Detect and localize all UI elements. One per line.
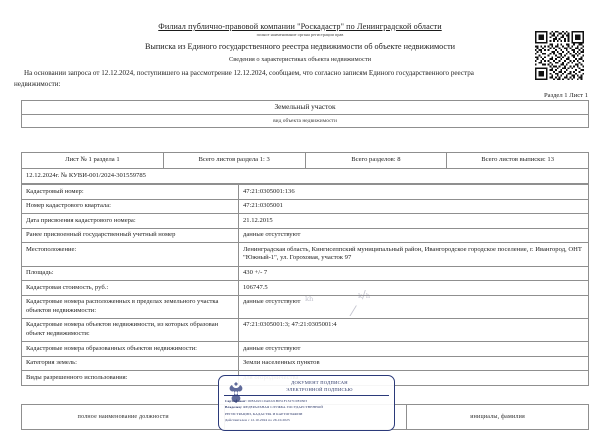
row-label: Ранее присвоенный государственный учетный номер bbox=[22, 228, 239, 243]
row-label: Виды разрешенного использования: bbox=[22, 371, 239, 386]
stamp-details bbox=[225, 398, 390, 424]
object-type-value: Земельный участок bbox=[22, 101, 589, 115]
document-title: Выписка из Единого государственного реестра недвижимости об объекте недвижимости bbox=[144, 42, 456, 51]
characteristics-table bbox=[21, 184, 589, 386]
table-row bbox=[22, 356, 589, 371]
row-value: 21.12.2015 bbox=[239, 214, 589, 229]
organization-name: Филиал публично-правовой компании "Роскадастр" по Ленинградской области bbox=[158, 22, 442, 31]
table-row bbox=[22, 228, 589, 243]
row-value: Ленинградская область, Кингисеппский муниципальный район, Ивангородское городское поселение, г. Ивангород, ОНТ "Южный-1", ул. Гороховая, участок 97 bbox=[239, 243, 589, 266]
handwriting-mark: ⁄ bbox=[352, 304, 355, 320]
table-row bbox=[22, 114, 589, 128]
table-row bbox=[22, 214, 589, 229]
row-value: данные отсутствуют bbox=[239, 228, 589, 243]
section-sheet-label: Раздел 1 Лист 1 bbox=[544, 92, 588, 99]
object-type-table bbox=[21, 100, 589, 128]
row-value: данные отсутствуют bbox=[239, 295, 589, 318]
row-value: данные отсутствуют bbox=[239, 342, 589, 357]
name-caption: инициалы, фамилия bbox=[407, 405, 589, 430]
qr-code-icon bbox=[533, 29, 586, 82]
sheet-number-cell: Лист № 1 раздела 1 bbox=[22, 153, 164, 169]
row-value: Земли населенных пунктов bbox=[239, 356, 589, 371]
handwriting-mark: ₖ/ₕ bbox=[358, 288, 371, 301]
position-caption: полное наименование должности bbox=[22, 405, 225, 430]
row-label: Площадь: bbox=[22, 266, 239, 281]
row-value: 47:21:0305001 bbox=[239, 199, 589, 214]
stamp-text-block bbox=[249, 379, 390, 393]
row-value: 47:21:0305001:3; 47:21:0305001:4 bbox=[239, 318, 589, 341]
owner-label: Владелец: bbox=[225, 405, 242, 410]
row-label: Номер кадастрового квартала: bbox=[22, 199, 239, 214]
owner-line-2: РЕГИСТРАЦИИ, КАДАСТРА И КАРТОГРАФИИ bbox=[225, 411, 303, 416]
row-label: Дата присвоения кадастрового номера: bbox=[22, 214, 239, 229]
row-label: Кадастровые номера объектов недвижимости, из которых образован объект недвижимости: bbox=[22, 318, 239, 341]
row-value: 47:21:0305001:136 bbox=[239, 185, 589, 200]
handwriting-mark: ₖₕ bbox=[305, 291, 314, 304]
row-label: Местоположение: bbox=[22, 243, 239, 266]
row-label: Кадастровый номер: bbox=[22, 185, 239, 200]
total-sheets-extract-cell: Всего листов выписки: 13 bbox=[447, 153, 589, 169]
table-row bbox=[22, 243, 589, 266]
table-row bbox=[22, 266, 589, 281]
table-row bbox=[22, 342, 589, 357]
table-row bbox=[22, 101, 589, 115]
object-type-note: вид объекта недвижимости bbox=[22, 114, 589, 128]
stamp-title-line1: ДОКУМЕНТ ПОДПИСАН bbox=[291, 380, 348, 385]
table-row bbox=[22, 185, 589, 200]
intro-paragraph bbox=[14, 68, 522, 89]
organization-name-note: полное наименование органа регистрации прав bbox=[256, 32, 344, 37]
sheet-info-table bbox=[21, 152, 589, 184]
total-sheets-section-cell: Всего листов раздела 1: 3 bbox=[163, 153, 305, 169]
stamp-title-line2: ЭЛЕКТРОННОЙ ПОДПИСЬЮ bbox=[286, 387, 353, 392]
intro-line-2: недвижимости: bbox=[14, 79, 61, 88]
document-header bbox=[0, 22, 600, 53]
row-label: Кадастровая стоимость, руб.: bbox=[22, 281, 239, 296]
section-caption: Сведения о характеристиках объекта недвижимости bbox=[228, 56, 372, 63]
row-label: Кадастровые номера расположенных в пределах земельного участка объектов недвижимости: bbox=[22, 295, 239, 318]
row-value: 106747.5 bbox=[239, 281, 589, 296]
table-row bbox=[22, 318, 589, 341]
intro-line-1: На основании запроса от 12.12.2024, поступившего на рассмотрение 12.12.2024, сообщаем, что согласно записям Единого государственного реестра bbox=[24, 69, 474, 77]
row-label: Категория земель: bbox=[22, 356, 239, 371]
stamp-divider bbox=[224, 395, 389, 396]
owner-value: ФЕДЕРАЛЬНАЯ СЛУЖБА ГОСУДАРСТВЕННОЙ bbox=[242, 405, 323, 410]
total-sections-cell: Всего разделов: 8 bbox=[305, 153, 447, 169]
row-label: Кадастровые номера образованных объектов недвижимости: bbox=[22, 342, 239, 357]
table-row bbox=[22, 153, 589, 169]
validity-line: Действителен с 12.10.2024 по 26.10.2025 bbox=[225, 418, 290, 423]
table-row bbox=[22, 168, 589, 184]
certificate-label: Сертификат: bbox=[225, 399, 247, 403]
date-and-number-cell: 12.12.2024г. № КУВИ-001/2024-301559785 bbox=[22, 168, 589, 184]
electronic-signature-stamp bbox=[218, 375, 395, 431]
row-value: 430 +/- 7 bbox=[239, 266, 589, 281]
certificate-value: 00FA02C10A0221B051F1327C0E0303 bbox=[247, 399, 308, 403]
table-row bbox=[22, 199, 589, 214]
